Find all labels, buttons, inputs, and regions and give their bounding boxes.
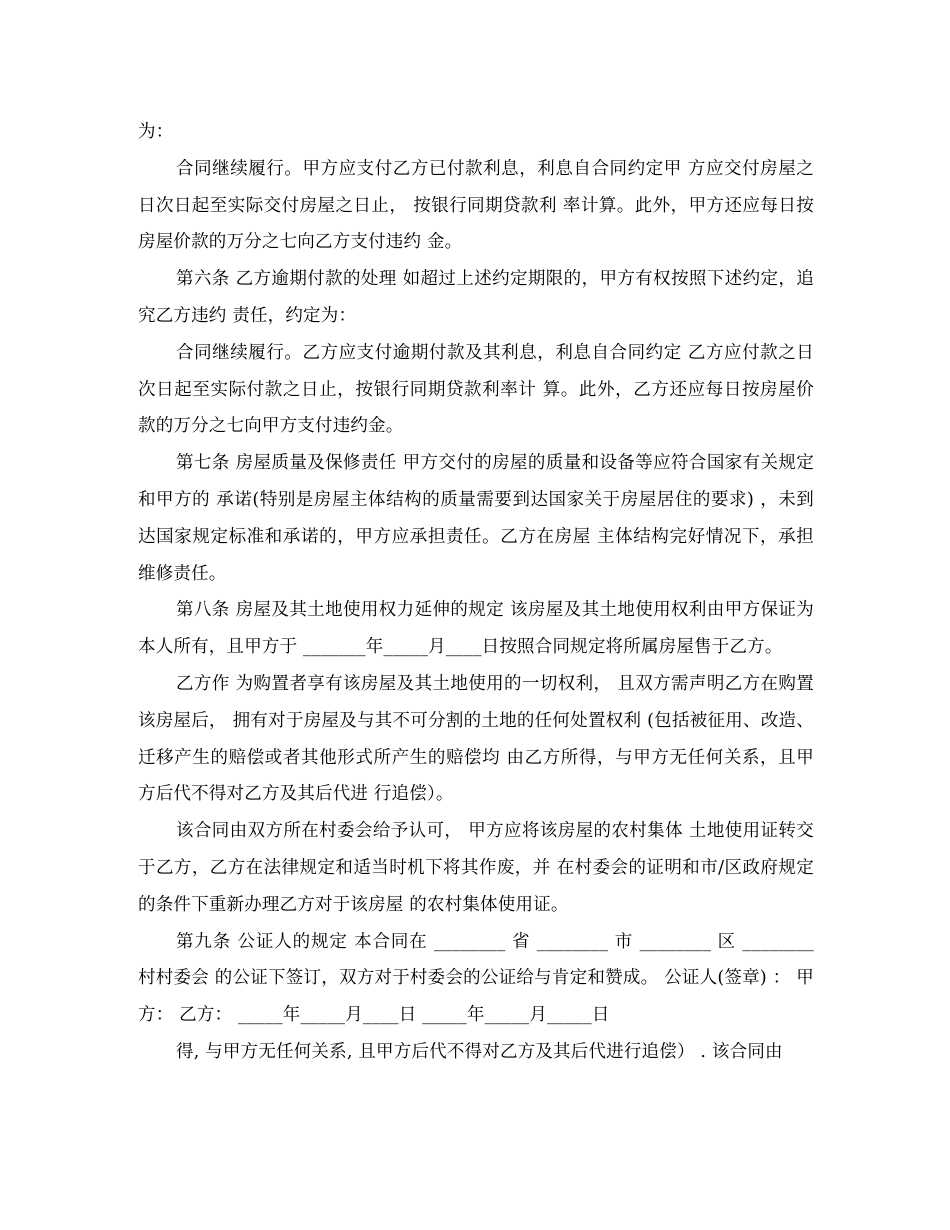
paragraph-4: 合同继续履行。乙方应支付逾期付款及其利息，利息自合同约定 乙方应付款之日次日起至实际付款之日止，按银行同期贷款利率计 算。此外，乙方还应每日按房屋价款的万分之七向甲方支付违约金。 — [138, 342, 814, 437]
paragraph-7: 乙方作 为购置者享有该房屋及其土地使用的一切权利， 且双方需声明乙方在购置该房屋后， 拥有对于房屋及与其不可分割的土地的任何处置权利 (包括被征用、改造、迁移产生的赔偿或者其他形式所产生的赔偿均 由乙方所得，与甲方无任何关系，且甲方后代不得对乙方及其后代进 行追偿）。 — [138, 673, 814, 805]
paragraph-10: 得, 与甲方无任何关系, 且甲方后代不得对乙方及其后代进行追偿） . 该合同由 — [176, 1041, 783, 1062]
paragraph-3: 第六条 乙方逾期付款的处理 如超过上述约定期限的，甲方有权按照下述约定，追究乙方违约 责任，约定为： — [138, 269, 814, 326]
paragraph-9: 第九条 公证人的规定 本合同在 ________ 省 ________ 市 ________ 区 ________ 村村委会 的公证下签订，双方对于村委会的公证给与肯定和赞成。 公证人(签章) ： 甲方： 乙方： _____年_____月____日 _____年_____月_____日 — [138, 931, 814, 1026]
paragraph-5: 第七条 房屋质量及保修责任 甲方交付的房屋的质量和设备等应符合国家有关规定和甲方的 承诺(特别是房屋主体结构的质量需要到达国家关于房屋居住的要求) ，未到达国家规定标准和承诺的，甲方应承担责任。乙方在房屋 主体结构完好情况下，承担维修责任。 — [138, 453, 814, 584]
paragraph-1: 为： — [138, 122, 174, 142]
paragraph-6: 第八条 房屋及其土地使用权力延伸的规定 该房屋及其土地使用权利由甲方保证为本人所有，且甲方于 _______年_____月____日按照合同规定将所属房屋售于乙方。 — [138, 600, 814, 658]
document-body — [138, 114, 814, 1071]
paragraph-8: 该合同由双方所在村委会给予认可， 甲方应将该房屋的农村集体 土地使用证转交于乙方，乙方在法律规定和适当时机下将其作废，并 在村委会的证明和市/区政府规定的条件下重新办理乙方对于该房屋 的农村集体使用证。 — [138, 821, 814, 915]
paragraph-2: 合同继续履行。甲方应支付乙方已付款利息，利息自合同约定甲 方应交付房屋之日次日起至实际交付房屋之日止， 按银行同期贷款利 率计算。此外，甲方还应每日按房屋价款的万分之七向乙方支付违约 金。 — [138, 158, 814, 253]
